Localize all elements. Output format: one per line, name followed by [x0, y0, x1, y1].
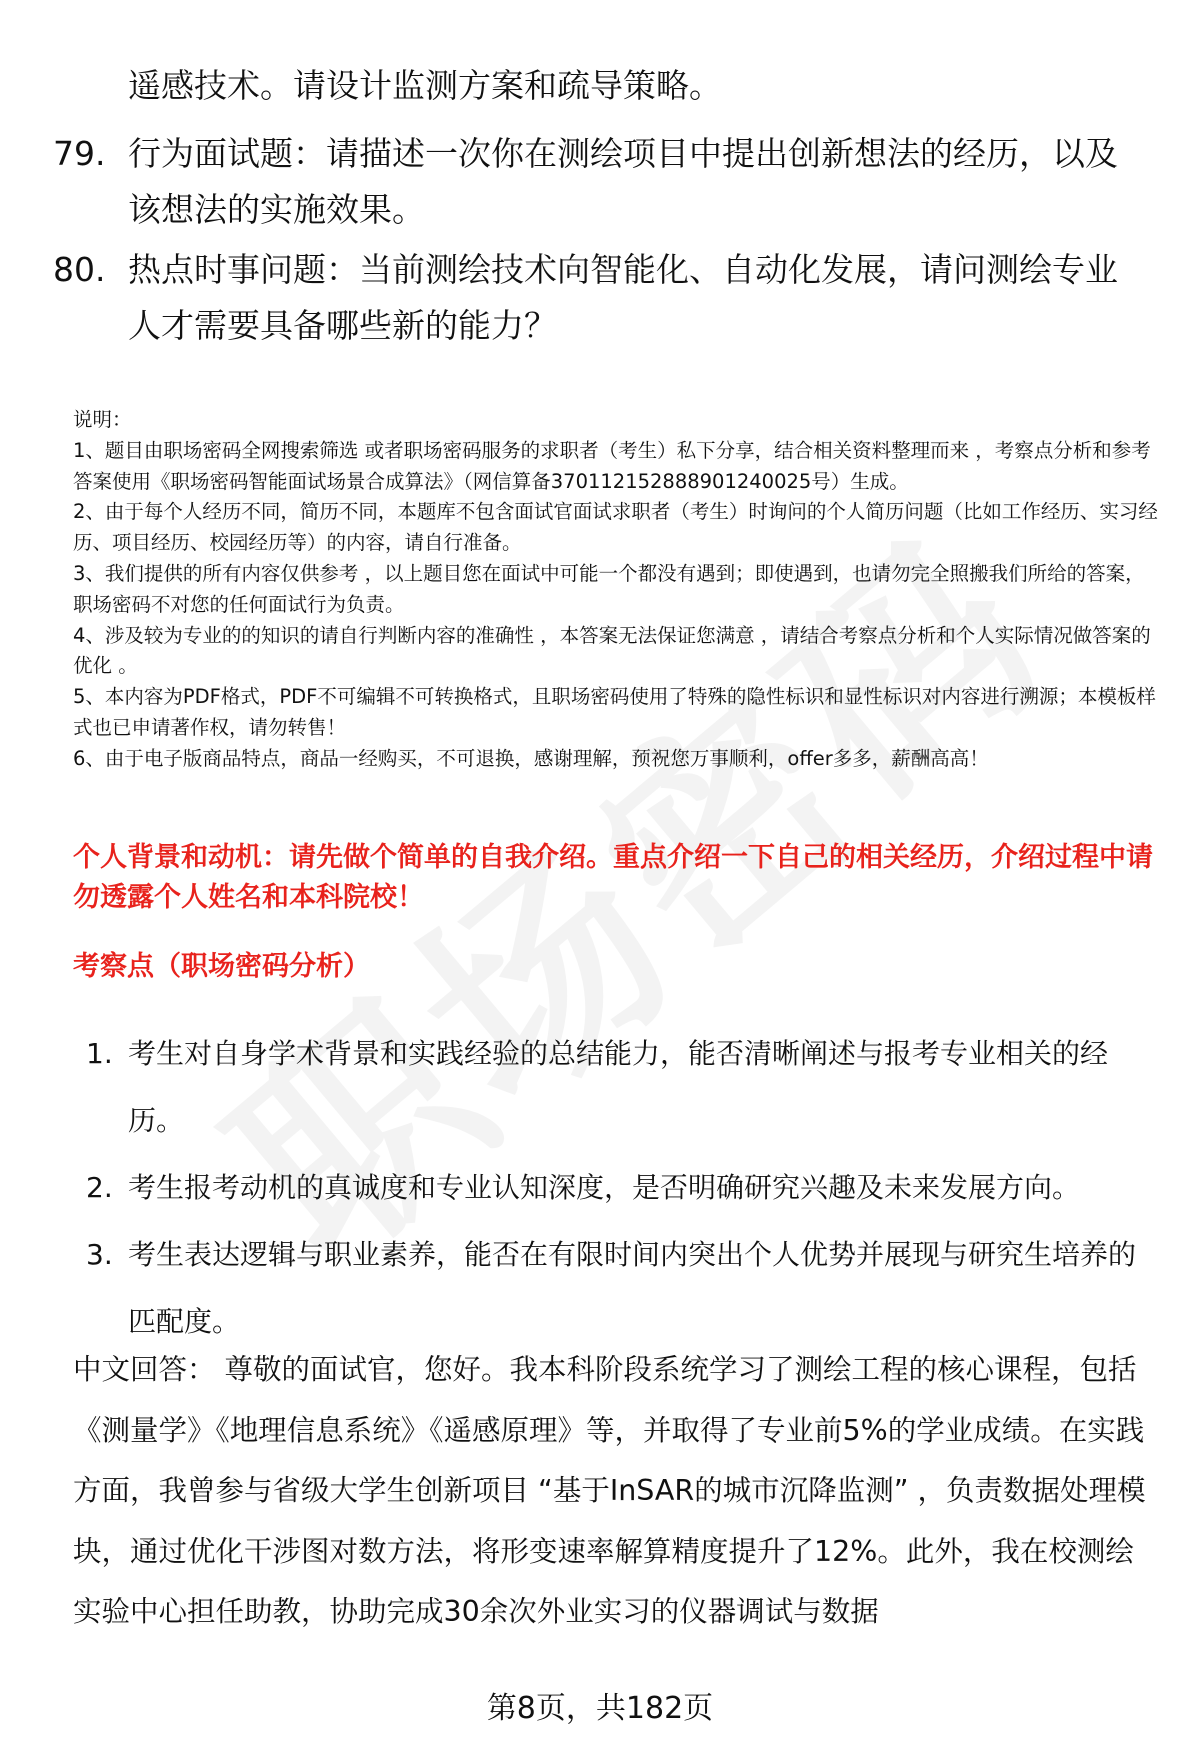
note-item: 3、我们提供的所有内容仅供参考 ，以上题目您在面试中可能一个都没有遇到；即使遇到，也请勿完全照搬我们所给的答案，职场密码不对您的任何面试行为负责。 — [73, 561, 1145, 616]
analysis-point — [73, 1221, 1153, 1355]
point-text: 考生报考动机的真诚度和专业认知深度，是否明确研究兴趣及未来发展方向。 — [128, 1171, 1081, 1204]
question-continuation: 遥感技术。请设计监测方案和疏导策略。 — [128, 66, 722, 105]
note-item: 4、涉及较为专业的的知识的请自行判断内容的准确性 ，本答案无法保证您满意 ，请结合考察点分析和个人实际情况做答案的优化 。 — [73, 623, 1151, 678]
section-title: 个人背景和动机：请先做个简单的自我介绍。重点介绍一下自己的相关经历，介绍过程中请勿透露个人姓名和本科院校！ — [73, 842, 1153, 913]
note-item: 1、题目由职场密码全网搜索筛选 或者职场密码服务的求职者（考生）私下分享，结合相关资料整理而来 ，考察点分析和参考答案使用《职场密码智能面试场景合成算法》（网信算备370112152888901240025号）生成。 — [73, 438, 1151, 493]
analysis-point — [73, 1020, 1153, 1154]
analysis-point — [73, 1154, 1153, 1221]
point-number: 2. — [86, 1171, 113, 1204]
note-item: 6、由于电子版商品特点，商品一经购买，不可退换，感谢理解，预祝您万事顺利，offer多多，薪酬高高！ — [73, 746, 989, 770]
analysis-points — [73, 1020, 1153, 1355]
analysis-title: 考察点（职场密码分析） — [73, 951, 370, 982]
point-text: 考生表达逻辑与职业素养，能否在有限时间内突出个人优势并展现与研究生培养的匹配度。 — [128, 1238, 1137, 1338]
notes-title: 说明： — [73, 408, 132, 431]
question-number: 79. — [53, 134, 106, 173]
question-text: 热点时事问题：当前测绘技术向智能化、自动化发展，请问测绘专业人才需要具备哪些新的能力？ — [128, 250, 1118, 345]
notes-section — [73, 405, 1158, 775]
point-text: 考生对自身学术背景和实践经验的总结能力，能否清晰阐述与报考专业相关的经历。 — [128, 1037, 1109, 1137]
question-80 — [53, 242, 1153, 354]
answer-text: 中文回答： 尊敬的面试官，您好。我本科阶段系统学习了测绘工程的核心课程，包括《测量学》《地理信息系统》《遥感原理》等，并取得了专业前5%的学业成绩。在实践方面，我曾参与省级大学生创新项目 “基于InSAR的城市沉降监测” ，负责数据处理模块，通过优化干涉图对数方法，将形变速率解算精度提升了12%。此外，我在校测绘实验中心担任助教，协助完成30余次外业实习的仪器调试与数据 — [73, 1353, 1146, 1628]
question-text: 行为面试题：请描述一次你在测绘项目中提出创新想法的经历，以及该想法的实施效果。 — [128, 134, 1118, 229]
point-number: 1. — [86, 1037, 113, 1070]
point-number: 3. — [86, 1238, 113, 1271]
question-79 — [53, 126, 1153, 238]
question-number: 80. — [53, 250, 106, 289]
page-footer: 第8页，共182页 — [486, 1691, 714, 1726]
note-item: 2、由于每个人经历不同，简历不同，本题库不包含面试官面试求职者（考生）时询问的个人简历问题（比如工作经历、实习经历、项目经历、校园经历等）的内容，请自行准备。 — [73, 500, 1158, 555]
note-item: 5、本内容为PDF格式，PDF不可编辑不可转换格式，且职场密码使用了特殊的隐性标识和显性标识对内容进行溯源；本模板样式也已申请著作权，请勿转售！ — [73, 685, 1156, 739]
